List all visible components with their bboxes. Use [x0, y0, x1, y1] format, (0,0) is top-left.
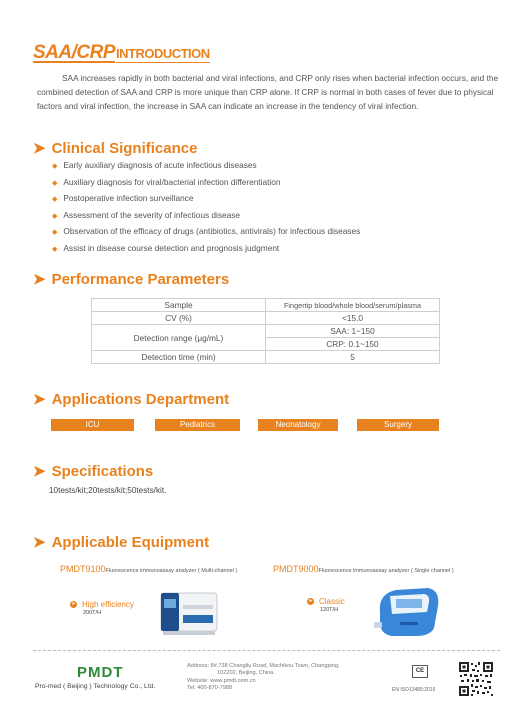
dept-icu: ICU [51, 419, 134, 431]
list-item: ◆ Auxiliary diagnosis for viral/bacterial infection differentiation [52, 176, 281, 187]
list-item: ◆ Observation of the efficacy of drugs (antibiotics, antivirals) for infectious diseases [52, 226, 361, 236]
dept-neonatology: Neonatology [258, 419, 338, 431]
table-cell: Detection time (min) [92, 351, 266, 364]
chevron-right-icon: ➤ [33, 140, 46, 157]
clinical-list [52, 157, 360, 256]
table-cell: Sample [92, 299, 266, 312]
right-feature: ➤ Classic 120T/H [308, 597, 345, 613]
specifications-heading: ➤ Specifications [33, 463, 154, 480]
equipment-left-title: PMDT9100Fluorescence immunoassay analyzer ( Multi-channel ) [60, 564, 238, 574]
diamond-bullet-icon: ◆ [52, 179, 58, 187]
chevron-right-icon: ➤ [33, 534, 46, 551]
table-cell: Fingertip blood/whole blood/serum/plasma [266, 299, 440, 312]
diamond-bullet-icon: ◆ [52, 245, 58, 253]
list-item: ◆ Assessment of the severity of infectious disease [52, 209, 241, 220]
table-cell: CRP: 0.1~150 [266, 338, 440, 351]
table-cell: CV (%) [92, 312, 266, 325]
diamond-bullet-icon: ◆ [52, 163, 58, 170]
performance-table [91, 298, 440, 364]
footer-divider [33, 650, 500, 651]
left-feature: ➤ High efficiency 200T/H [71, 600, 134, 616]
title-brand: SAA/CRP [33, 42, 116, 63]
iso-certification: EN ISO13485:2016 [392, 687, 436, 693]
qr-code-icon [458, 661, 494, 697]
chevron-right-icon: ➤ [33, 463, 46, 480]
specifications-text: 10tests/kit;20tests/kit;50tests/kit. [49, 486, 167, 495]
clinical-heading: ➤ Clinical Significance [33, 140, 198, 157]
diamond-bullet-icon: ◆ [52, 212, 58, 220]
company-logo: PMDT [77, 664, 124, 681]
page-title [33, 42, 210, 64]
chevron-right-icon: ➤ [33, 391, 46, 408]
pmdt9000-device-image [372, 582, 444, 640]
table-row [92, 312, 440, 325]
diamond-bullet-icon: ◆ [52, 229, 58, 236]
arrow-circle-icon: ➤ [71, 601, 76, 608]
company-address: Address: 8#,738 Changliu Road, Machikou Town, Changping, 102202, Beijing, China. Website: www.pmdt.com.cn Tel: 400-870-7988 [187, 663, 340, 692]
company-name: Pro-med ( Beijing ) Technology Co., Ltd. [35, 683, 156, 690]
diamond-bullet-icon: ◆ [52, 196, 58, 203]
applications-heading: ➤ Applications Department [33, 391, 230, 408]
dept-surgery: Surgery [357, 419, 439, 431]
list-item: ◆ Postoperative infection surveillance [52, 193, 194, 203]
table-cell: SAA: 1~150 [266, 325, 440, 338]
intro-paragraph: SAA increases rapidly in both bacterial and viral infections, and CRP only rises when bacterial infection occurs, and the combined detection of SAA and CRP is more unique than CRP alone. If CRP is normal in both cases of fever due to physical factors and viral infection, the increase in SAA can indicate an increase in the tendency of viral infection. [37, 73, 499, 111]
pmdt9100-device-image [158, 587, 220, 639]
list-item: ◆ Assist in disease course detection and prognosis judgment [52, 242, 280, 253]
list-item: ◆ Early auxiliary diagnosis of acute infectious diseases [52, 160, 257, 170]
dept-pediatrics: Pediatrics [155, 419, 240, 431]
table-cell: 5 [266, 351, 440, 364]
table-cell: <15.0 [266, 312, 440, 325]
equipment-heading: ➤ Applicable Equipment [33, 534, 210, 551]
title-rest: INTRODUCTION [116, 46, 210, 61]
table-row [92, 325, 440, 338]
equipment-right-title: PMDT9000Fluorescence immunoassay analyzer ( Single channel ) [273, 564, 454, 574]
table-cell: Detection range (μg/mL) [92, 325, 266, 351]
chevron-right-icon: ➤ [33, 271, 46, 288]
ce-mark: CE [412, 665, 428, 678]
arrow-circle-icon: ➤ [308, 598, 313, 605]
table-row [92, 299, 440, 312]
performance-heading: ➤ Performance Parameters [33, 271, 230, 288]
table-row [92, 351, 440, 364]
